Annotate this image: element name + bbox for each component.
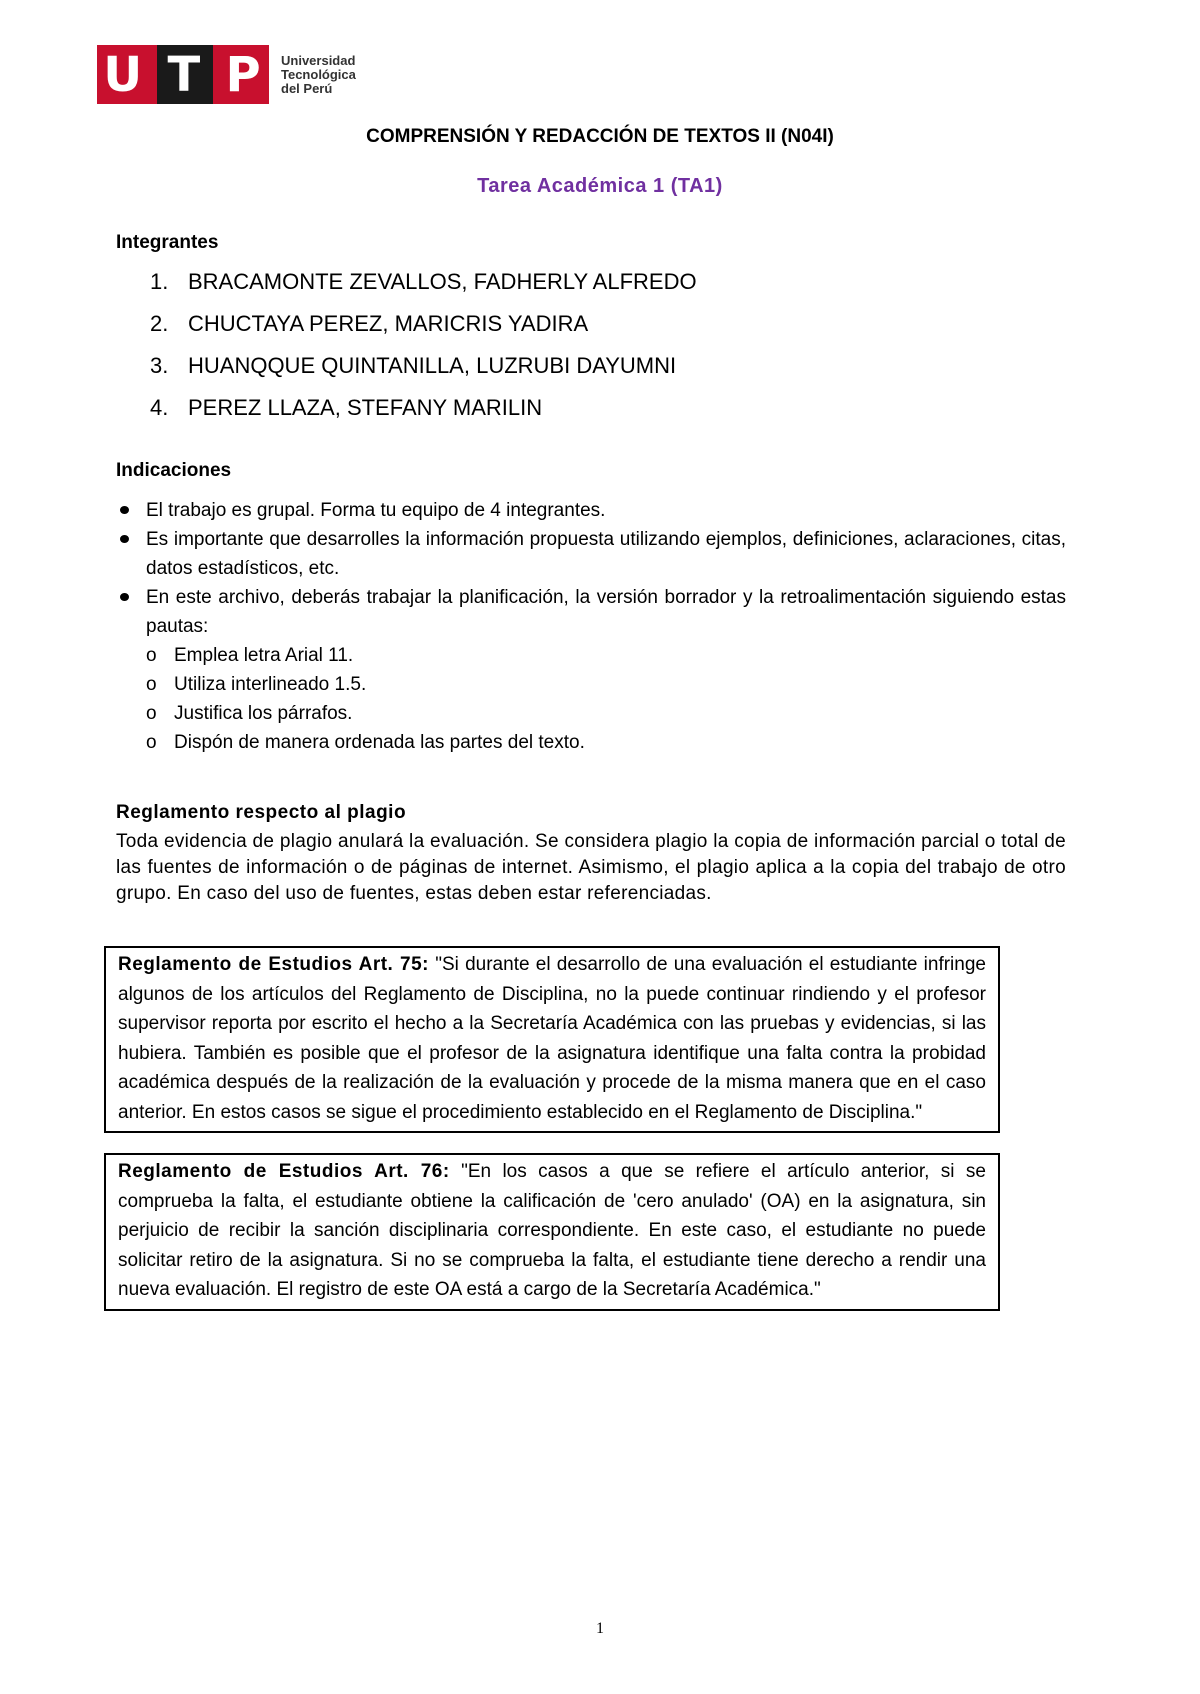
logo-letter-u: U xyxy=(103,46,145,103)
logo-letter-t: T xyxy=(157,45,213,104)
sub-bullet-icon: o xyxy=(146,703,157,724)
plagio-paragraph: Toda evidencia de plagio anulará la evaluación. Se considera plagio la copia de información parcial o total de las fuentes de información o de páginas de internet. Asimismo, el plagio aplica a la copia del trabajo de otro grupo. En caso del uso de fuentes, estas deben estar referenciadas. xyxy=(116,831,1066,904)
indication-text: Es importante que desarrolles la información propuesta utilizando ejemplos, definiciones, aclaraciones, citas, datos estadísticos, etc. xyxy=(146,529,1066,579)
sub-indications-list xyxy=(146,641,1066,757)
indication-item xyxy=(116,583,1066,757)
member-item xyxy=(150,394,697,436)
indication-text: En este archivo, deberás trabajar la planificación, la versión borrador y la retroalimentación siguiendo estas pautas: xyxy=(146,587,1066,637)
member-number: 3. xyxy=(150,353,169,378)
page-number: 1 xyxy=(596,1620,604,1637)
member-number: 4. xyxy=(150,395,169,420)
indications-list xyxy=(116,496,1066,757)
sub-bullet-icon: o xyxy=(146,732,157,753)
member-item xyxy=(150,268,697,310)
task-title: Tarea Académica 1 (TA1) xyxy=(477,175,723,197)
member-item xyxy=(150,310,697,352)
sub-indication-item xyxy=(146,728,1066,757)
sub-bullet-icon: o xyxy=(146,645,157,666)
logo-text-line2: Tecnológica xyxy=(281,66,356,82)
members-heading: Integrantes xyxy=(116,232,219,253)
logo-text xyxy=(281,54,356,96)
sub-indication-item xyxy=(146,641,1066,670)
utp-logo-mark xyxy=(97,45,269,104)
member-name: HUANQQUE QUINTANILLA, LUZRUBI DAYUMNI xyxy=(188,353,677,378)
indication-text: El trabajo es grupal. Forma tu equipo de 4 integrantes. xyxy=(146,500,606,521)
logo-text-line3: del Perú xyxy=(281,80,333,96)
member-item xyxy=(150,352,697,394)
sub-bullet-icon: o xyxy=(146,674,157,695)
bullet-icon xyxy=(120,593,129,601)
rule-76-box xyxy=(104,1153,1000,1311)
bullet-icon xyxy=(120,535,129,543)
rule-76-title: Reglamento de Estudios Art. 76: xyxy=(118,1161,450,1182)
member-name: PEREZ LLAZA, STEFANY MARILIN xyxy=(188,395,543,420)
sub-indication-text: Dispón de manera ordenada las partes del texto. xyxy=(174,732,585,753)
rule-75-title: Reglamento de Estudios Art. 75: xyxy=(118,954,430,975)
sub-indication-item xyxy=(146,699,1066,728)
member-number: 1. xyxy=(150,269,169,294)
member-name: CHUCTAYA PEREZ, MARICRIS YADIRA xyxy=(188,311,589,336)
member-name: BRACAMONTE ZEVALLOS, FADHERLY ALFREDO xyxy=(188,269,697,294)
sub-indication-text: Emplea letra Arial 11. xyxy=(174,645,354,666)
plagio-heading: Reglamento respecto al plagio xyxy=(116,802,407,823)
indication-item xyxy=(116,525,1066,583)
rule-76-text: "En los casos a que se refiere el artículo anterior, si se comprueba la falta, el estudiante obtiene la calificación de 'cero anulado' (OA) en la asignatura, sin perjuicio de recibir la sanción disciplinaria correspondiente. En este caso, el estudiante no puede solicitar retiro de la asignatura. Si no se comprueba la falta, el estudiante tiene derecho a rendir una nueva evaluación. El registro de este OA está a cargo de la Secretaría Académica." xyxy=(118,1161,986,1300)
member-number: 2. xyxy=(150,311,169,336)
members-list xyxy=(150,268,697,436)
bullet-icon xyxy=(120,506,129,514)
logo-text-line1: Universidad xyxy=(281,52,356,68)
indication-item xyxy=(116,496,1066,525)
indications-heading: Indicaciones xyxy=(116,460,232,481)
rule-75-text: "Si durante el desarrollo de una evaluación el estudiante infringe algunos de los artículos del Reglamento de Disciplina, no la puede continuar rindiendo y el profesor supervisor reporta por escrito el hecho a la Secretaría Académica con las pruebas y evidencias, si las hubiera. También es posible que el profesor de la asignatura identifique una falta contra la probidad académica después de la realización de la evaluación y procede de la misma manera que en el caso anterior. En estos casos se sigue el procedimiento establecido en el Reglamento de Disciplina." xyxy=(118,954,986,1123)
utp-logo xyxy=(97,45,356,104)
rule-75-box xyxy=(104,946,1000,1133)
sub-indication-item xyxy=(146,670,1066,699)
logo-letter-p: P xyxy=(225,46,263,103)
sub-indication-text: Justifica los párrafos. xyxy=(174,703,353,724)
sub-indication-text: Utiliza interlineado 1.5. xyxy=(174,674,367,695)
course-title: COMPRENSIÓN Y REDACCIÓN DE TEXTOS II (N04I) xyxy=(366,126,834,147)
